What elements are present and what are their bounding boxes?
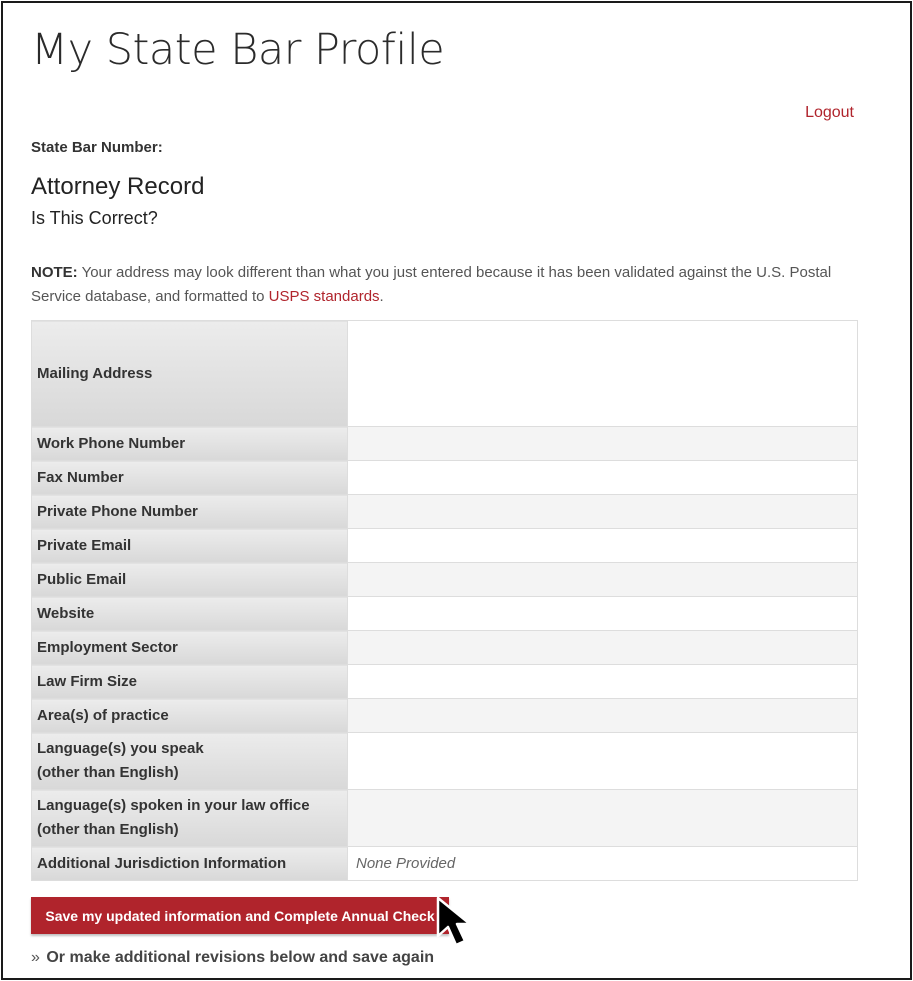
table-row-languages-you-speak [32, 733, 858, 790]
table-row-employment-sector [32, 631, 858, 665]
row-label: Private Phone Number [32, 495, 348, 529]
row-label: Fax Number [32, 461, 348, 495]
row-value [348, 529, 858, 563]
row-label-line2: (other than English) [37, 764, 179, 781]
row-value [348, 427, 858, 461]
table-row-private-phone [32, 495, 858, 529]
row-value [348, 597, 858, 631]
table-row-areas-of-practice [32, 699, 858, 733]
page-title: My State Bar Profile [31, 25, 445, 75]
table-row-languages-law-office [32, 790, 858, 847]
raquo-icon: » [31, 949, 40, 966]
row-label: Work Phone Number [32, 427, 348, 461]
row-value [348, 495, 858, 529]
table-row-fax [32, 461, 858, 495]
logout-link[interactable]: Logout [805, 104, 854, 121]
mouse-pointer-icon [436, 896, 484, 948]
row-label: Mailing Address [32, 321, 348, 427]
note-prefix: NOTE: [31, 264, 78, 281]
row-value [348, 563, 858, 597]
row-label [32, 733, 348, 790]
attorney-record-table [31, 320, 858, 881]
table-row-website [32, 597, 858, 631]
row-label: Public Email [32, 563, 348, 597]
row-label: Additional Jurisdiction Information [32, 847, 348, 881]
row-label: Employment Sector [32, 631, 348, 665]
row-label-line2: (other than English) [37, 821, 179, 838]
usps-note [31, 261, 851, 309]
row-value [348, 321, 858, 427]
table-row-law-firm-size [32, 665, 858, 699]
table-row-additional-jurisdiction [32, 847, 858, 881]
table-row-work-phone [32, 427, 858, 461]
additional-revisions-text [31, 949, 434, 967]
note-suffix: . [379, 288, 384, 305]
row-value [348, 631, 858, 665]
note-text: Your address may look different than what you just entered because it has been validated against the U.S. Postal Service database, and formatted to [31, 264, 832, 305]
state-bar-number-label: State Bar Number: [31, 139, 163, 156]
row-value [348, 733, 858, 790]
additional-revisions-label: Or make additional revisions below and save again [46, 949, 435, 966]
usps-standards-link[interactable]: USPS standards [268, 288, 380, 305]
row-value [348, 790, 858, 847]
row-value [348, 665, 858, 699]
save-and-complete-button[interactable]: Save my updated information and Complete Annual Check [31, 897, 449, 934]
table-row-private-email [32, 529, 858, 563]
row-value [348, 699, 858, 733]
row-label-line1: Language(s) spoken in your law office [37, 797, 310, 814]
row-label: Area(s) of practice [32, 699, 348, 733]
row-value: None Provided [348, 847, 858, 881]
page-frame [1, 1, 912, 980]
attorney-record-heading: Attorney Record [31, 173, 205, 200]
row-label: Private Email [32, 529, 348, 563]
is-this-correct-subheading: Is This Correct? [31, 208, 158, 228]
row-label: Law Firm Size [32, 665, 348, 699]
row-label [32, 790, 348, 847]
row-label: Website [32, 597, 348, 631]
table-row-mailing-address [32, 321, 858, 427]
row-label-line1: Language(s) you speak [37, 740, 204, 757]
row-value [348, 461, 858, 495]
table-row-public-email [32, 563, 858, 597]
